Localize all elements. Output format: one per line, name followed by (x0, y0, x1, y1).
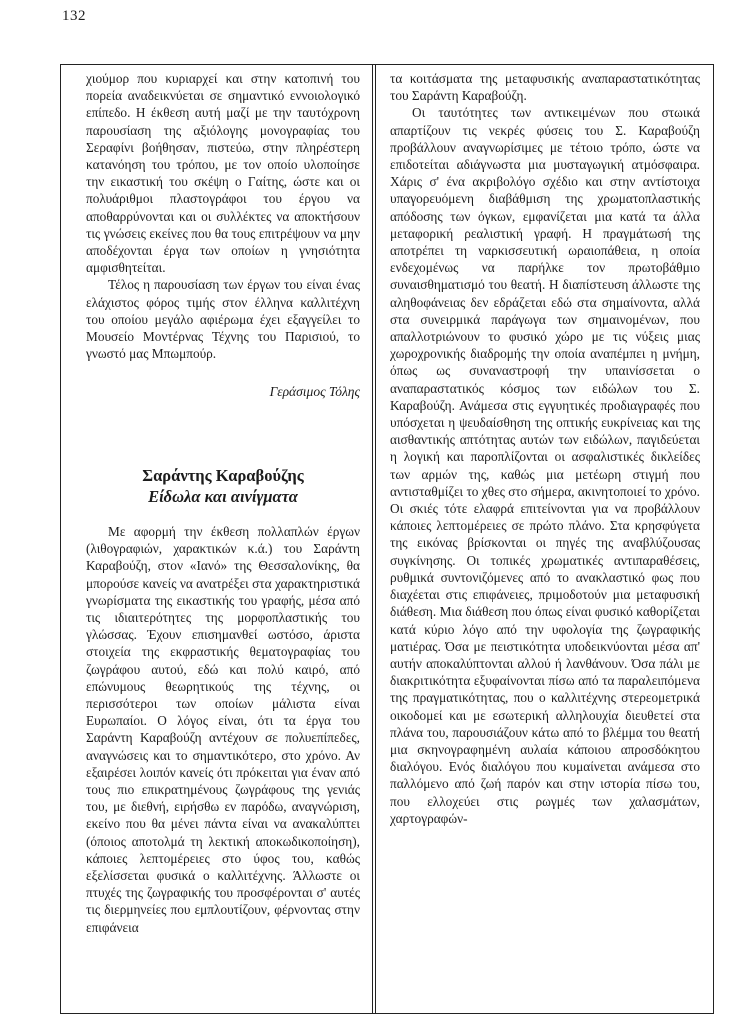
intro-paragraph: χιούμορ που κυριαρχεί και στην κατοπινή του πορεία αναδεικνύεται σε σημαντικό εννοιολογικό επίπεδο. Η έκθεση αυτή μαζί με την ταυτόχρονη παρουσίαση της αξιόλογης μονογραφίας του Σεραφίνι βοήθησαν, πιστεύω, στην πληρέστερη κατανόηση του τρόπου, με τον οποίο υλοποίησε την εικαστική του σκέψη ο Γαίτης, ώστε και οι πολυάριθμοι πλαστογράφοι του έργου να αποθαρρύνονται και οι συλλέκτες να αποκτήσουν τις γνώσεις εκείνες που θα τους επιτρέψουν να μην αποδέχονται έργα των οποίων η γνησιότητα αμφισθητείται. (86, 71, 360, 276)
article-body-paragraph: Με αφορμή την έκθεση πολλαπλών έργων (λιθογραφιών, χαρακτικών κ.ά.) του Σαράντη Καραβούζη, στον «Ιανό» της Θεσσαλονίκης, θα μπορούσε κανείς να ανατρέξει στα χαρακτηριστικά γνωρίσματα της εικαστικής του γραφής, μέσα από τις ιδιαιτερότητες της μορφοπλαστικής του γλώσσας. Έχουν επισημανθεί ωστόσο, άριστα στοιχεία της εκφραστικής θεματογραφίας του ζωγράφου αυτού, εδώ και πολύ καιρό, από επώνυμους θεωρητικούς της τέχνης, οι περισσότεροι των οποίων μάλιστα είναι Ευρωπαίοι. Ο λόγος είναι, ότι τα έργα του Σαράντη Καραβούζη αντέχουν σε πολυεπίπεδες, αναγνώσεις και το σημαντικότερο, στο χρόνο. Αν εξαιρέσει λοιπόν κανείς ότι πρόκειται για έναν από τους πιο επικρατημένους ζωγράφους της γενιάς του, με διεθνή, ειρήσθω εν παρόδω, αναγνώριση, εκείνο που θα μένει πάντα είναι να ανακαλύπτει (όποιος αποτολμά τη λεκτική αποκωδικοποίηση), κάποιες λεπτομέρειες στο ύφος του, καθώς εξελίσσεται φυσικά ο καλλιτέχνης. Άλλωστε οι πτυχές της ζωγραφικής του προσφέρονται σ' αυτές τις διερμηνείες που εμπλουτίζουν, φέρνοντας στην επιφάνεια (86, 524, 360, 935)
page-number: 132 (62, 8, 86, 24)
closing-paragraph: Τέλος η παρουσίαση των έργων του είναι ένας ελάχιστος φόρος τιμής στον έλληνα καλλιτέχνη του οποίου μεγάλο αφιέρωμα έχει εξαγγείλει το Μουσείο Μοντέρνας Τέχνης του Παρισιού, το γνωστό μας Μπωμπούρ. (86, 277, 360, 362)
article-subtitle: Είδωλα και αινίγματα (148, 487, 298, 506)
article-title: Σαράντης Καραβούζης (142, 466, 304, 485)
author-signature: Γεράσιμος Τόλης (269, 384, 360, 399)
right-lead-paragraph: τα κοιτάσματα της μεταφυσικής αναπαραστατικότητας του Σαράντη Καραβούζη. (390, 71, 700, 104)
left-column-body (86, 523, 360, 936)
left-column-top (86, 70, 360, 362)
right-column (390, 70, 700, 827)
column-divider (372, 64, 376, 1014)
right-body-paragraph: Οι ταυτότητες των αντικειμένων που στωικά απαρτίζουν τις νεκρές φύσεις του Σ. Καραβούζη προβάλλουν αναγνωρίσιμες με τέτοιο τρόπο, ώστε να επιδοτείται αδιάγνωστα μια μυσταγωγική ατμόσφαιρα. Χάρις σ' ένα ακριβολόγο σχέδιο και στην αντίστοιχα υπαγορευόμενη διαβάθμιση της χρωματοπλαστικής απόδοσης των όγκων, εμφανίζεται μια κατά τα άλλα μεταφορική ρεαλιστική γραφή. Η πραγμάτωσή της αποτρέπει τη ναρκισσευτική ωραιοπάθεια, η οποία ενδεχομένως να παρήλκε τον πρωτοβάθμιο συναισθηματισμό του θεατή. Η διαπίστευση άλλωστε της αληθοφάνειας δεν εδράζεται εδώ στα σημαίνοντα, αλλά στα συνειρμικά παράγωγα των σημαινομένων, που απαλλοτριώνουν το φυσικό χώρο με τις νύξεις μιας χωροχρονικής διαδρομής την οποία αναπέμπει η μνήμη, όπως ως συναναστροφή την υπαινίσσεται ο αναπαραστατικός κόσμος των ειδώλων του Σ. Καραβούζη. Ανάμεσα στις εγγυητικές προδιαγραφές που υπόσχεται η ψευδαίσθηση της οπτικής ευκρίνειας και της αισθαντικής απτότητας αυτών των ειδώλων, παγιδεύεται η λογική και παροπλίζονται οι ασφαλιστικές δικλείδες των αρμών της, καθώς μια μετέωρη στιγμή που αντισταθμίζει το χθες στο σήμερα, ακινητοποιεί το χρόνο. Οι σκιές τότε ελαφρά επιτείνονται για να προβάλλουν κάποιες λεπτομέρειες σε πρώτο πλάνο. Στα κρησφύγετα της εικόνας βρίσκονται οι πηγές της αναβλύζουσας συγκίνησης. Οι τοπικές χρωματικές αντιπαραθέσεις, ρυθμικά συντονιζόμενες από το ανακλαστικό φως που διαχέεται στις επιφάνειες, πριμοδοτούν μια μεταφυσική διάθεση. Μια διάθεση που όπως είναι φυσικό καθορίζεται κατά κύριο λόγο από την υφολογία της ζωγραφικής ματιέρας. Όσα με πειστικότητα υποδεικνύονται μέσα απ' αυτήν αποκαλύπτονται αλλού ή λανθάνουν. Όσα πάλι με διακριτικότητα εξυφαίνονται πίσω από τα παραλειπόμενα της πραγματικότητας, που ο καλλιτέχνης στερεομετρικά οικοδομεί και με εσωτερική αλληλουχία διευθετεί στα πλάνα του, παρουσιάζουν κάτω από το βλέμμα του θεατή μια σκηνογραφημένη αυλαία κάποιου απροσδόκητου διαλόγου. Ενός διαλόγου που κυμαίνεται ανάμεσα στο παλλόμενο από ζωή παρόν και στην ιστορία πίσω του, που ελλοχεύει στις ρωγμές των χαλασμάτων, χαρτογραφών- (390, 105, 700, 826)
